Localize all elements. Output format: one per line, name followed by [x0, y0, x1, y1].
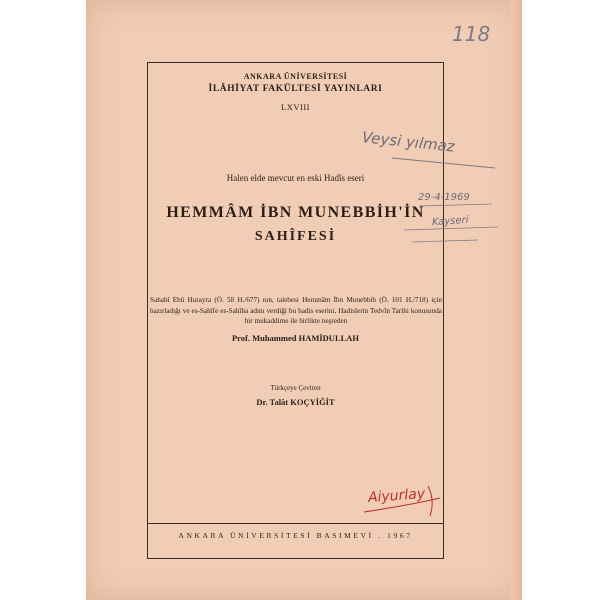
university-name: ANKARA ÜNİVERSİTESİ [243, 72, 348, 81]
handwritten-owner-name: Veysi yılmaz [361, 128, 456, 156]
book-title-line-1: HEMMÂM İBN MUNEBBİH'İN [166, 204, 425, 221]
book-title-line-2: SAHÎFESİ [254, 229, 337, 244]
publisher-line: ANKARA ÜNİVERSİTESİ BASIMEVİ . 1967 [178, 531, 413, 540]
handwritten-corner-number: 118 [452, 22, 491, 46]
translation-label: Türkçeye Çeviren [270, 384, 321, 392]
faculty-publications: İLÂHİYAT FAKÜLTESİ YAYINLARI [208, 84, 383, 94]
translator-name: Dr. Talât KOÇYİĞİT [256, 397, 335, 407]
handwritten-date: 29-4-1969 [418, 192, 470, 203]
series-number: LXVIII [281, 102, 310, 112]
subtitle: Halen elde mevcut en eski Hadîs eseri [226, 173, 365, 183]
signature: Aiyurlay [367, 486, 426, 506]
handwritten-city: Kayseri [431, 214, 469, 229]
description-paragraph: Sahabî Ebû Hurayra (Ö. 58 H./677) nın, talebesi Hemmâm İbn Munebbih (Ö. 101 H./718) için hazırladığı ve es-Sahîfe es-Sahîha adını verdiği bu hadis eserini, Hadislerin Tedvîn Tarihi konusunda bir mukaddime ile birlikte neşreden [150, 296, 442, 326]
page-edge-shadow [510, 0, 522, 600]
footer-divider [147, 523, 444, 524]
author-name: Prof. Muhammed HAMİDULLAH [231, 333, 360, 343]
